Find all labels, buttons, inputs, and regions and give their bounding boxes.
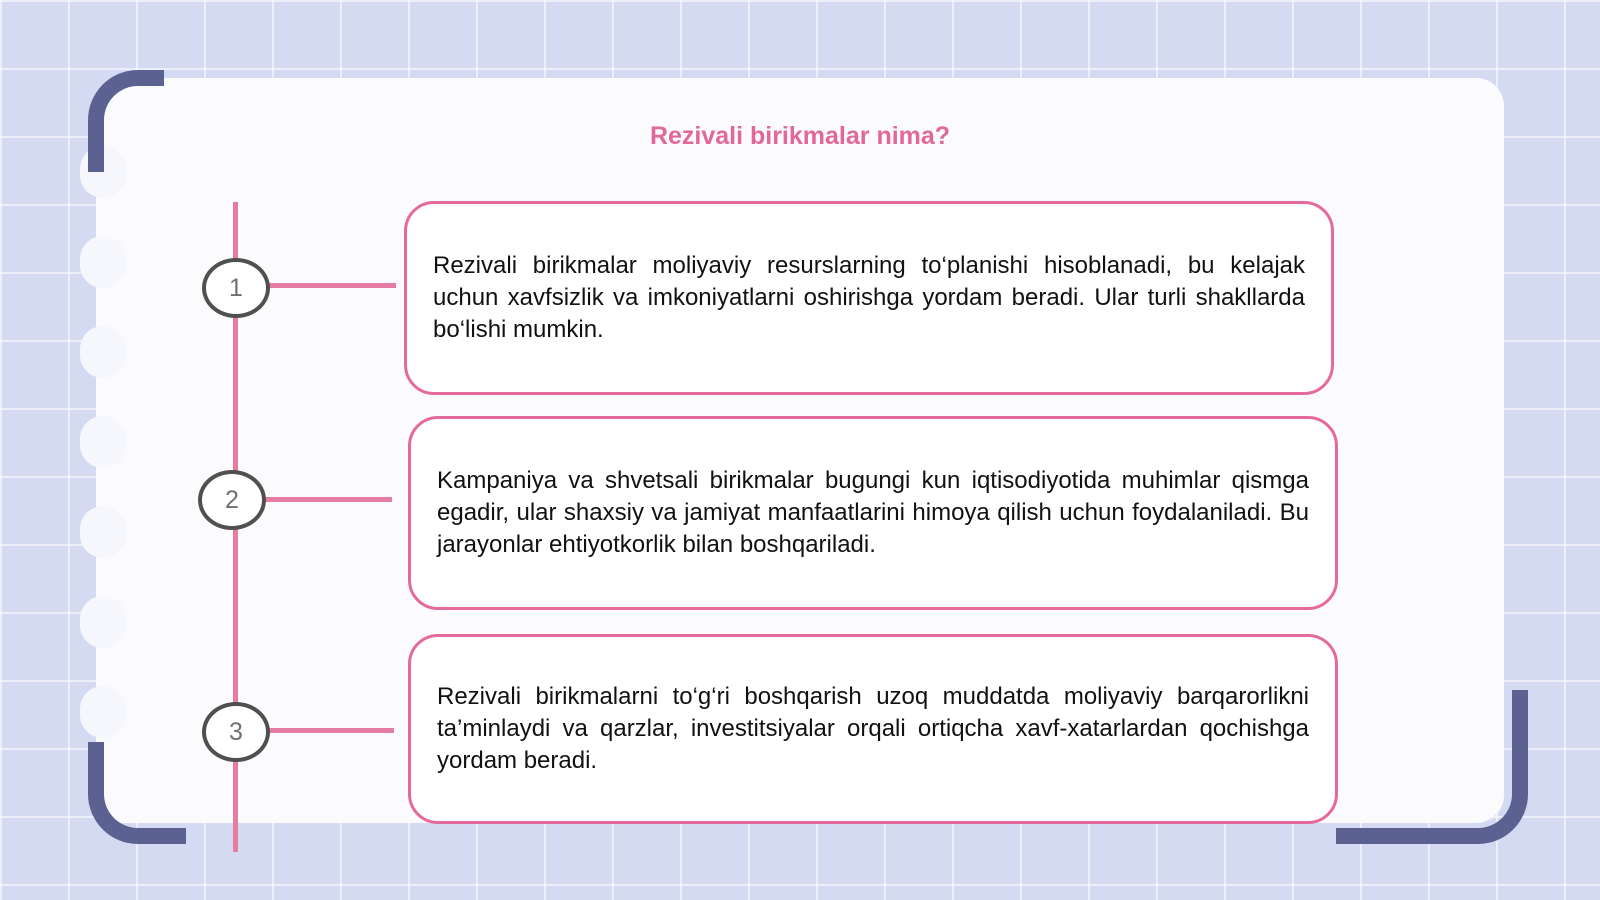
card-edge-scallop [80, 326, 126, 378]
step-text: Rezivali birikmalar moliyaviy resurslarning to‘planishi hisoblanadi, bu kelajak uchun xavfsizlik va imkoniyatlarni oshirishga yordam beradi. Ular turli shakllarda bo‘lishi mumkin. [433, 252, 1305, 343]
text-box-1 [404, 201, 1334, 395]
step-number: 1 [229, 273, 243, 302]
card-edge-scallop [80, 596, 126, 648]
step-text: Rezivali birikmalarni to‘g‘ri boshqarish uzoq muddatda moliyaviy barqarorlikni ta’minlaydi va qarzlar, investitsiyalar orqali ortiqcha xavf-xatarlardan qochishga yordam beradi. [437, 683, 1309, 774]
corner-bracket-top-left [88, 70, 164, 172]
card-edge-scallop [80, 506, 126, 558]
timeline-connector-2 [262, 497, 392, 502]
timeline-connector-1 [266, 283, 396, 288]
corner-bracket-bottom-right [1336, 690, 1528, 844]
card-edge-scallop [80, 416, 126, 468]
step-number: 3 [229, 717, 243, 746]
corner-bracket-bottom-left [88, 742, 186, 844]
text-box-3 [408, 634, 1338, 824]
timeline-connector-3 [266, 728, 394, 733]
step-number-circle-3 [202, 702, 270, 762]
step-number: 2 [225, 485, 239, 514]
step-text: Kampaniya va shvetsali birikmalar bugungi kun iqtisodiyotida muhimlar qismga egadir, ular shaxsiy va jamiyat manfaatlarini himoya qilish uchun foydalaniladi. Bu jarayonlar ehtiyotkorlik bilan boshqariladi. [437, 467, 1309, 558]
card-edge-scallop [80, 236, 126, 288]
slide-title: Rezivali birikmalar nima? [649, 122, 951, 150]
step-number-circle-1 [202, 258, 270, 318]
card-edge-scallop [80, 686, 126, 738]
text-box-2 [408, 416, 1338, 610]
step-number-circle-2 [198, 470, 266, 530]
